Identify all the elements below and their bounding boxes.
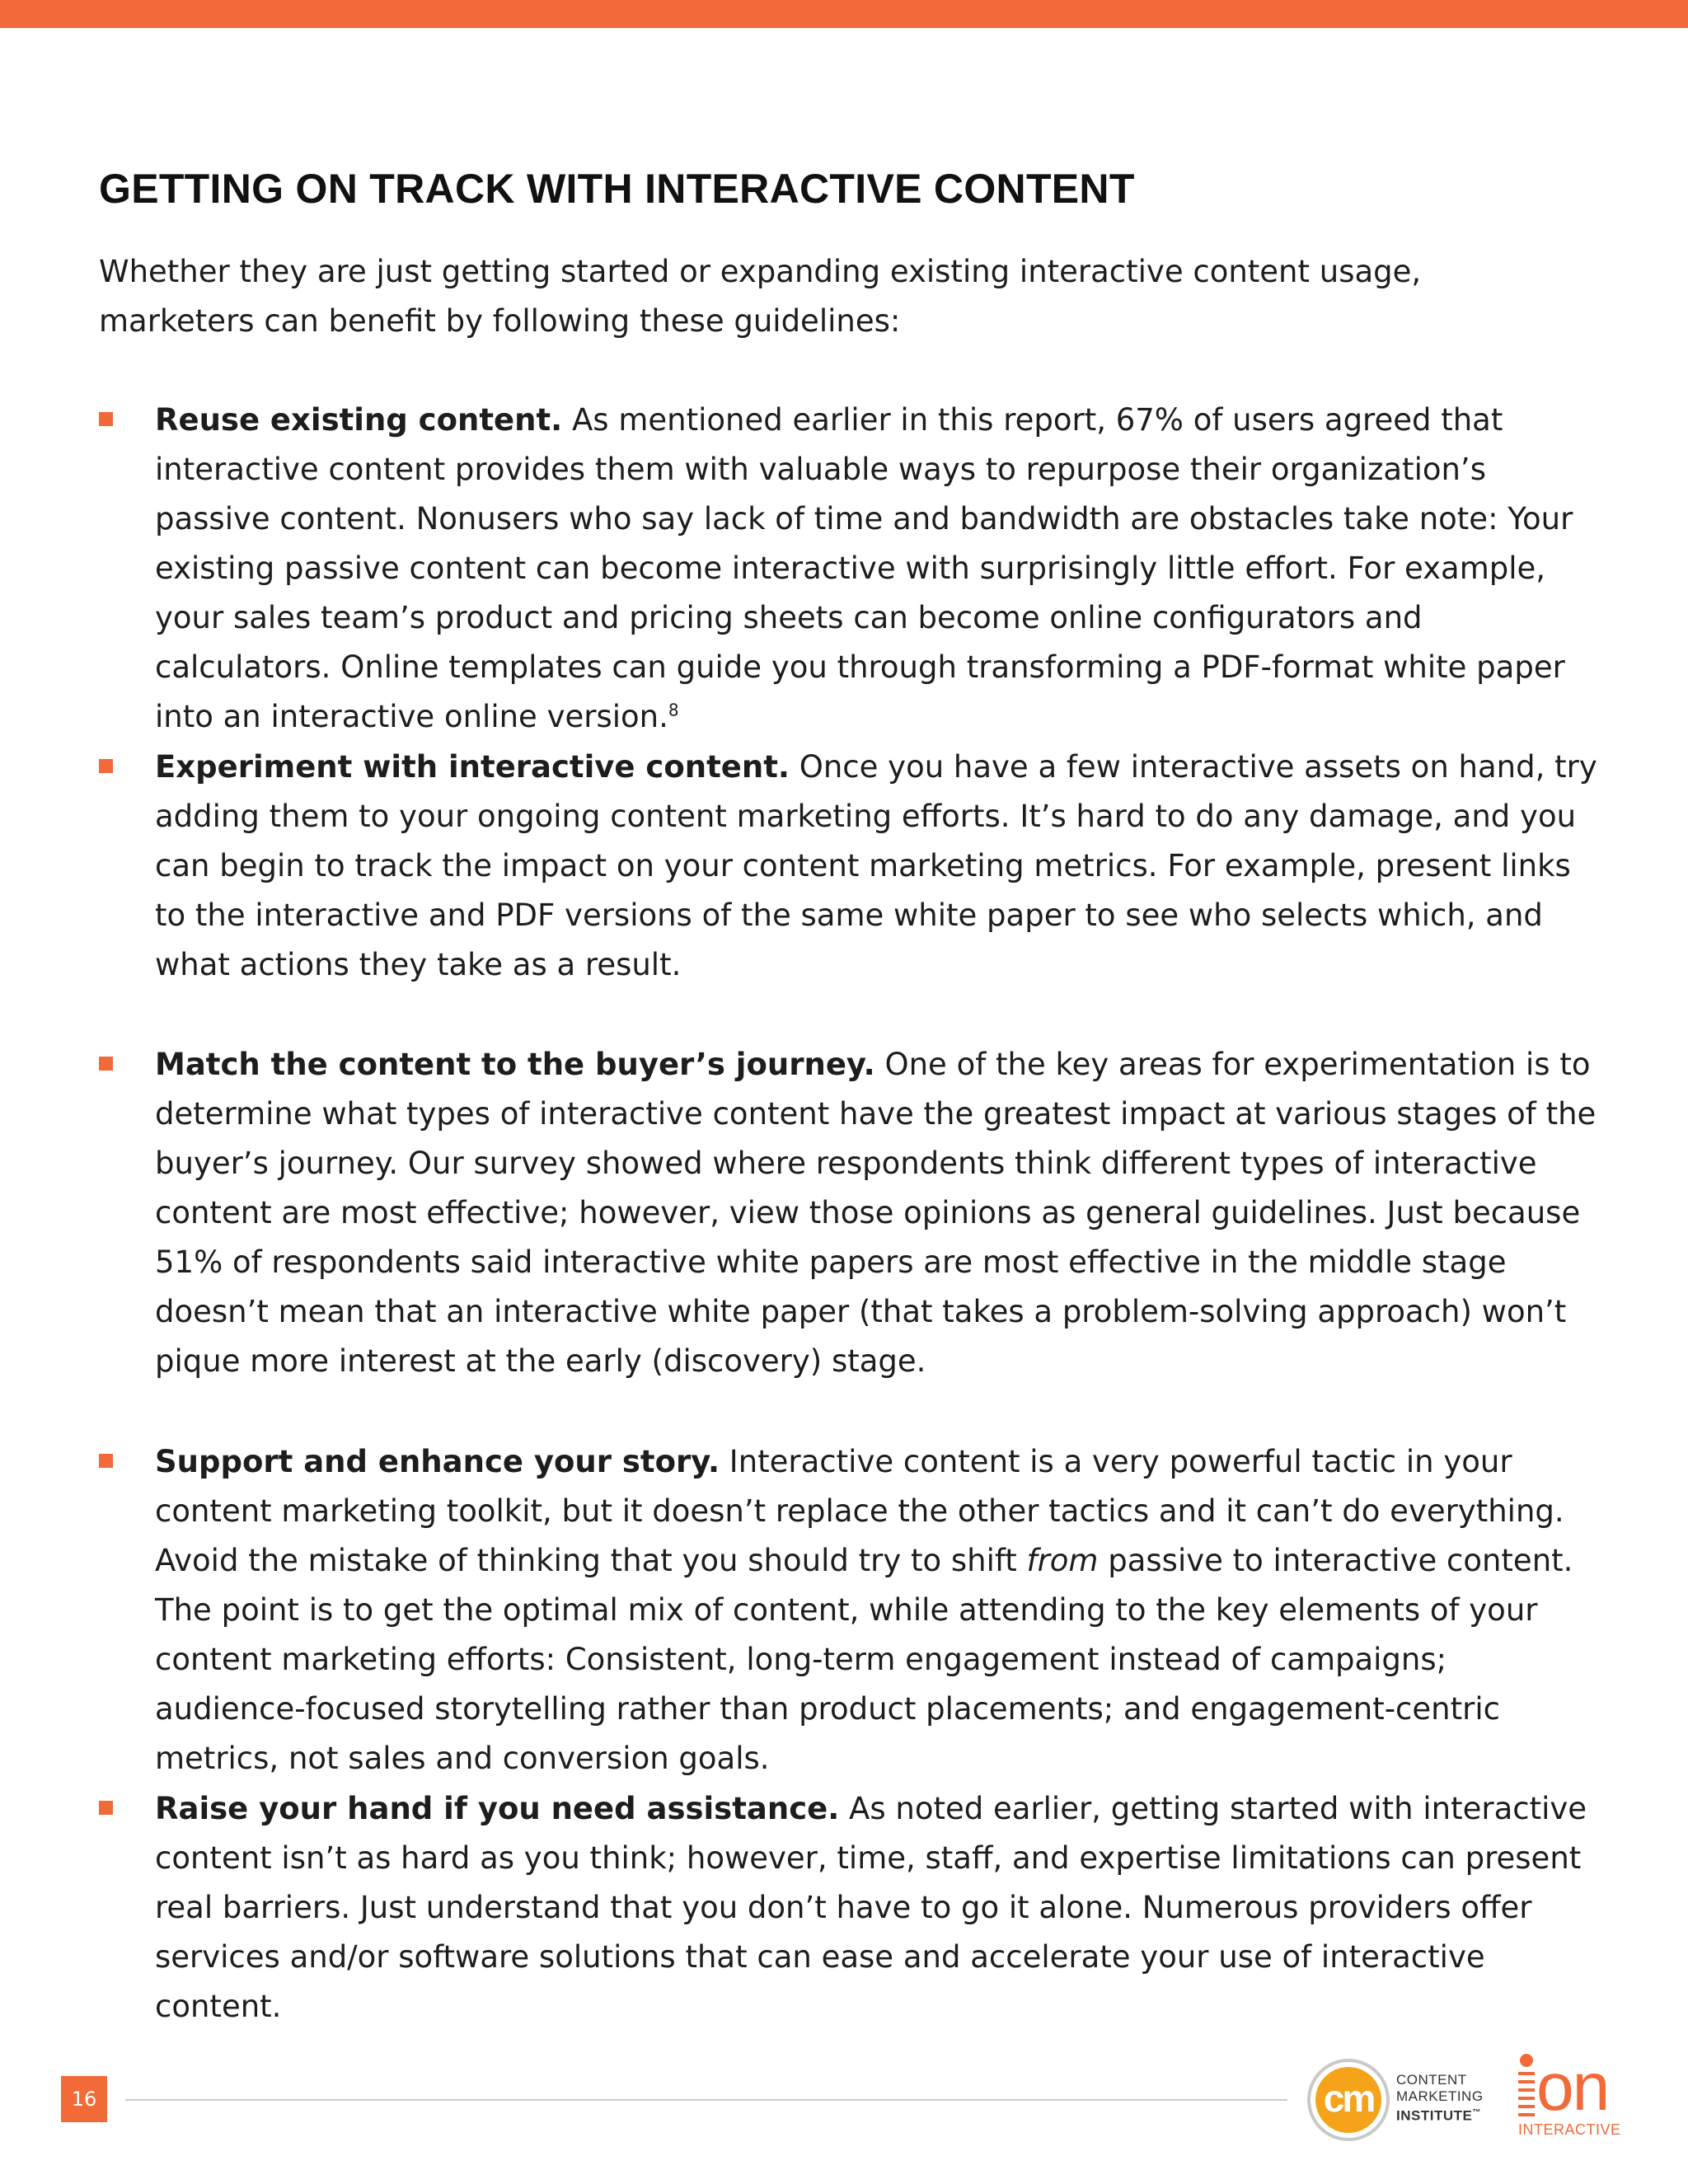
bullet-square-icon	[99, 759, 113, 773]
cmi-mark: cm	[1315, 2067, 1381, 2133]
list-item-text	[155, 1437, 1599, 1783]
footer-divider	[125, 2099, 1287, 2101]
list-item-body: As mentioned earlier in this report, 67% of users agreed that interactive content provides them with valuable ways to repurpose their organization’s passive content. Nonusers who say lack of time and bandwidth are obstacles take note: Your existing passive content can become interactive with surprisingly little effort. For example, your sales team’s product and pricing sheets can become online configurators and calculators. Online templates can guide you through transforming a PDF-format white paper into an interactive online version.	[155, 402, 1573, 734]
ion-subtitle: INTERACTIVE	[1518, 2121, 1621, 2138]
bullet-square-icon	[99, 1057, 113, 1071]
list-item-body: passive to interactive content. The point is to get the optimal mix of content, while attending to the key elements of your content marketing efforts: Consistent, long-term engagement instead of campaigns; audience-focused storytelling rather than product placements; and engagement-centric metrics, not sales and conversion goals.	[155, 1543, 1573, 1776]
content-marketing-institute-logo	[1307, 2057, 1489, 2148]
bullet-square-icon	[99, 412, 113, 426]
list-item-title: Support and enhance your story.	[155, 1444, 720, 1479]
cmi-line-1: CONTENT	[1396, 2072, 1467, 2088]
list-item-title: Reuse existing content.	[155, 402, 563, 438]
cmi-line-3	[1396, 2105, 1484, 2125]
list-item-text	[155, 743, 1599, 990]
bullet-square-icon	[99, 1801, 113, 1815]
list-item-body: As noted earlier, getting started with interactive content isn’t as hard as you think; however, time, staff, and expertise limitations can present real barriers. Just understand that you don’t have to go it alone. Numerous providers offer services and/or software solutions that can ease and accelerate your use of interactive content.	[155, 1791, 1587, 2024]
list-item	[99, 743, 1599, 990]
top-accent-bar	[0, 0, 1688, 28]
ion-wordmark: on	[1536, 2050, 1609, 2125]
list-item-text	[155, 1040, 1599, 1386]
list-item-title: Raise your hand if you need assistance.	[155, 1791, 840, 1826]
page-title: GETTING ON TRACK WITH INTERACTIVE CONTENT	[99, 166, 1135, 212]
list-item-title: Experiment with interactive content.	[155, 749, 790, 785]
list-item-title: Match the content to the buyer’s journey.	[155, 1047, 875, 1082]
cmi-wordmark	[1396, 2072, 1484, 2125]
ion-i-stack-icon	[1518, 2067, 1535, 2116]
list-item	[99, 1437, 1599, 1783]
list-item	[99, 1040, 1599, 1386]
list-item-body: One of the key areas for experimentation is to determine what types of interactive content have the greatest impact at various stages of the buyer’s journey. Our survey showed where respondents think different types of interactive content are most effective; however, view those opinions as general guidelines. Just because 51% of respondents said interactive white papers are most effective in the middle stage doesn’t mean that an interactive white paper (that takes a problem-solving approach) won’t pique more interest at the early (discovery) stage.	[155, 1047, 1597, 1379]
list-item-body: Once you have a few interactive assets on hand, try adding them to your ongoing content marketing efforts. It’s hard to do any damage, and you can begin to track the impact on your content marketing metrics. For example, present links to the interactive and PDF versions of the same white paper to see who selects which, and what actions they take as a result.	[155, 749, 1597, 982]
cmi-trademark: ™	[1472, 2108, 1481, 2117]
list-item	[99, 396, 1599, 742]
list-item-text	[155, 396, 1599, 742]
ion-interactive-logo	[1515, 2052, 1630, 2143]
cmi-line-2: MARKETING	[1396, 2088, 1484, 2104]
page-number: 16	[61, 2076, 107, 2122]
list-item-emphasis: from	[1026, 1543, 1099, 1578]
footnote-marker: 8	[668, 700, 679, 720]
intro-paragraph: Whether they are just getting started or expanding existing interactive content usage, marketers can benefit by following these guidelines:	[99, 254, 1422, 339]
list-item-text	[155, 1784, 1599, 2032]
list-item-body: Interactive content is a very powerful tactic in your content marketing toolkit, but it doesn’t replace the other tactics and it can’t do everything. Avoid the mistake of thinking that you should try to shift	[155, 1444, 1564, 1578]
list-item	[99, 1784, 1599, 2032]
bullet-square-icon	[99, 1454, 113, 1468]
cmi-line-3-text: INSTITUTE	[1396, 2107, 1473, 2124]
